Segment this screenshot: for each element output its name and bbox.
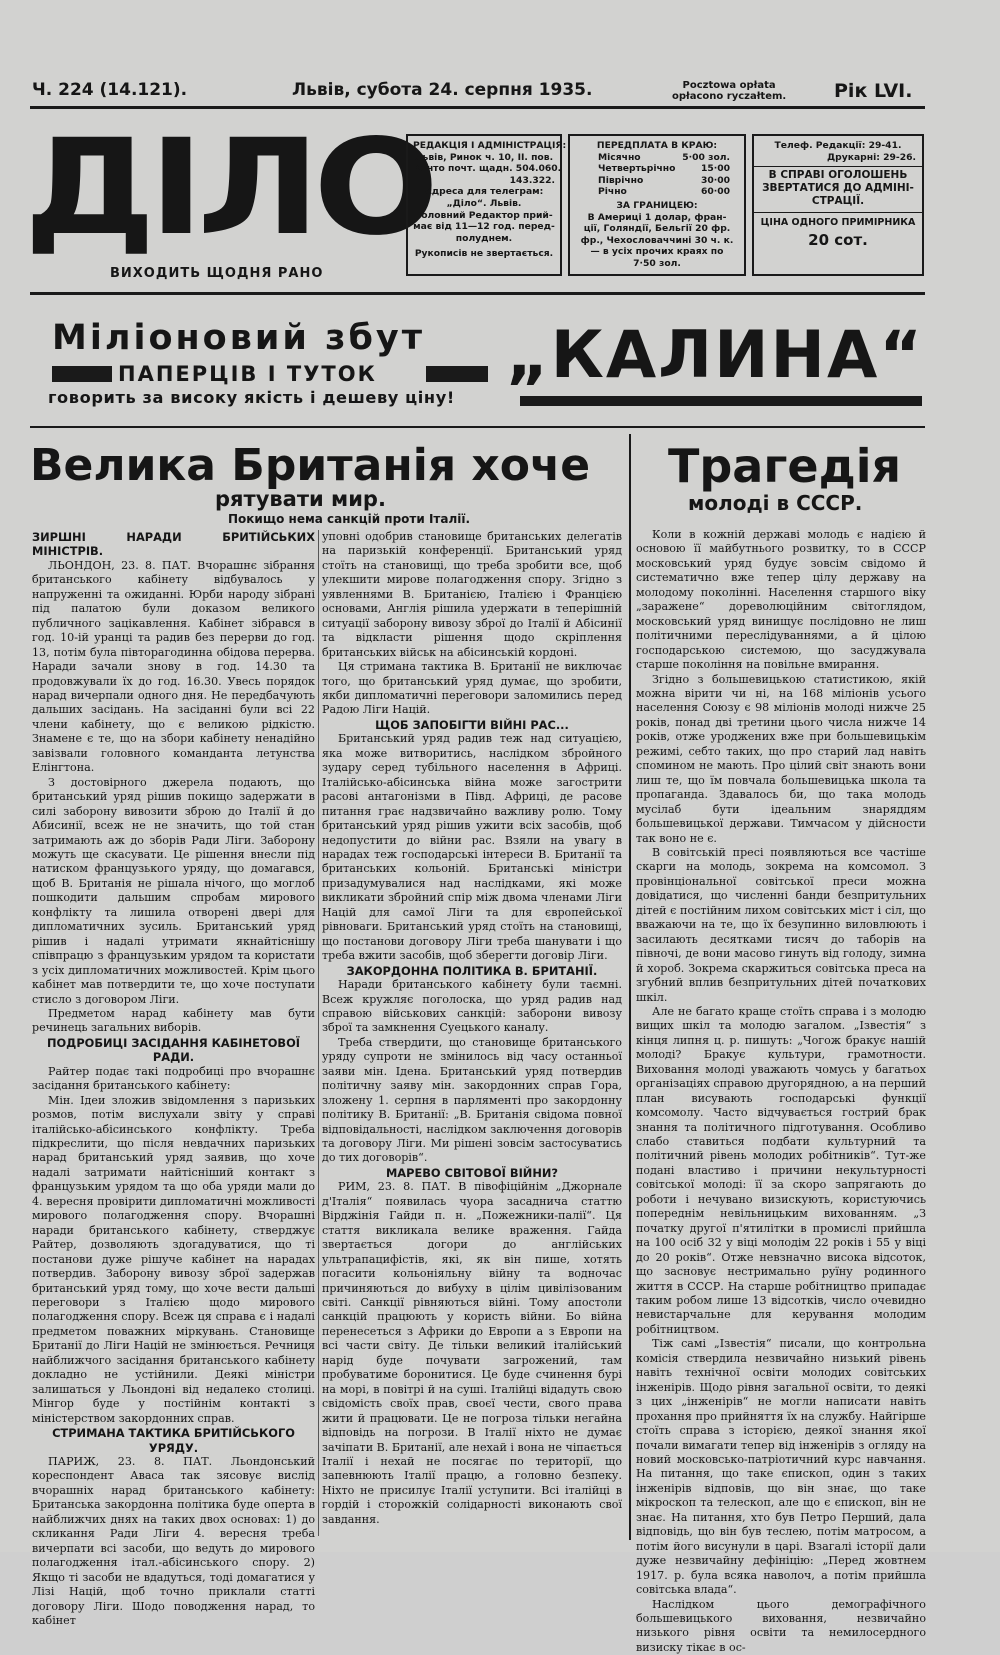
editorial-line: Львів, Ринок ч. 10, II. пов. [414, 151, 554, 163]
subscription-row: Місячно 5·00 зол. [598, 151, 730, 163]
advert-brand-underline [520, 396, 922, 406]
subscription-row: Піврічно 30·00 [598, 174, 730, 186]
postage-line-1: Pocztowa opłata [682, 80, 776, 91]
paragraph: З достовірного джерела подають, що британський уряд рішив покищо задержати в силі заборону вивозити зброю до Італії й до Абисинії, всеж не не значить, що той стан затримають аж до зборів Ради Ліги. Заборону можуть ще скасувати. Це рішення внесли під натиском французького уряду, що домагався, щоб В. Британія не рішала нічого, що моглоб пошкодити дальшим спробам мирового конфлікту та лишила отворені двері для дипломатичних зусиль. Британський уряд рішив і надалі утримати якнайтіснішу співпрацю з французьким урядом та користати з усіх дипломатичних можливостей. Крім цього кабінет мав потвердити те, що хоче поступати стисло з договором Ліги. [32, 775, 315, 1006]
subscription-box [568, 134, 746, 276]
editorial-line: Конто почт. щадн. 504.060. [413, 163, 562, 175]
price-label: ЦІНА ОДНОГО ПРИМІРНИКА [760, 217, 916, 229]
newspaper-subtitle: ВИХОДИТЬ ЩОДНЯ РАНО [110, 266, 324, 281]
advert-line-3: говорить за високу якість і дешеву ціну! [48, 388, 455, 407]
editorial-line: має від 11—12 год. перед- [413, 221, 555, 233]
section-heading: ЩОБ ЗАПОБІГТИ ВІЙНІ РАС... [375, 717, 569, 732]
subscription-row: Четвертьрічно 15·00 [598, 163, 730, 175]
paragraph: Предметом нарад кабінету мав бути речинець загальних виборів. [32, 1006, 315, 1035]
article2-subheadline: молоді в СССР. [688, 491, 863, 515]
editorial-box [406, 134, 567, 276]
editorial-line: Головний Редактор прий- [415, 209, 553, 221]
subscription-row: Річно 60·00 [598, 186, 730, 198]
abroad-title: ЗА ГРАНИЦЕЮ: [616, 199, 698, 211]
editorial-line: Адреса для телеграм: [424, 186, 544, 198]
advert-bottom-rule [30, 426, 925, 428]
postage-line-2: opłacono ryczałtem. [672, 91, 787, 102]
advert-line-2: ПАПЕРЦІВ І ТУТОК [118, 362, 377, 386]
article1-headline: Велика Британія хоче [30, 440, 591, 491]
paragraph: Коли в кожній державі молодь є надією й основою її майбутнього розвитку, то в СССР московський уряд будує зовсім свідомо й систематично вже тепер цілу державу на молодому поколінні. Населення старшого віку „заражене“ дореволюційним світоглядом, московський уряд винищує послідовно не лиш політичними переслідуваннями, а й цілою господарською системою, що засуджувала старше покоління на повільне вмирання. [636, 528, 926, 672]
article1-column-2 [322, 530, 622, 1540]
paragraph: Тіж самі „Ізвестія“ писали, що контрольна комісія ствердила незвичайно низький рівень навіть технічної освіти молодих совітських інженірів. Щодо рівня загальної освіти, то деякі з цих „інженірів“ не могли написати навіть прохання про прийняття їх на службу. Найгірше стоїть справа з історією, деякої знання якої почали вимагати тепер від інженірів з огляду на новий московсько-патріотичний курс навчання. На питання, що таке єпископ, один з таких інженірів відповів, що він знає, що таке мікроскоп та телескоп, але що є єпископ, він не знає. На питання, хто був Петро Перший, дала відповідь, що він був теслею, потім матросом, а потім його висунули в царі. Взагалі історії дали дуже незвичайну дефініцію: „Перед жовтнем 1917. р. була всяка наволоч, а потім прийшла совітська влада“. [636, 1337, 926, 1597]
editorial-line: 143.322. [509, 174, 555, 186]
editorial-line: полуднем. [455, 232, 513, 244]
section-heading: ЗИРШНІ НАРАДИ БРИТІЙСЬКИХ МІНІСТРІВ. [32, 530, 315, 559]
newspaper-title: ДІЛО [24, 111, 433, 265]
paragraph: Ця стримана тактика В. Британії не виключає того, що британський уряд думає, що зробити, якби дипломатичні переговори заломились перед Радою Ліги Націй. [322, 660, 622, 717]
paragraph: Наслідком цього демографічного большевицького виховання, незвичайно низького рівня освіти та немилосердного визиску тікає в ос- [636, 1597, 926, 1654]
editorial-line: „Діло“. Львів. [446, 197, 522, 209]
paragraph: Мін. Ідеи зложив звідомлення з паризьких розмов, потім вислухали звіту у справі італійсько-абісинського конфлікту. Треба підкреслити, що після невдачних паризьких нарад британський уряд заявив, що хоче надалі затримати найтісніший контакт з французьким урядом та що оба уряди мали до 4. вересня провірити дипломатичні можливості мирового полагодження спору. Вчорашні наради британського кабінету, стверджує Райтер, дозволяють здогадуватися, що ті постанови дуже рішуче кабінет на нарадах потвердив. Заборону вивозу зброї задержав британський уряд тому, що хоче вести дальші переговори з Італією щодо мирового полагодження спору. Всеж ця справа є і надалі предметом поважних міркувань. Становище Британії до Ліги Націй не змінюється. Речниця найближчого засідання британського кабінету докладно не устійнили. Деякі міністри залишаться у Льондоні від недалеко столиці. Мінгор буде у постійнім контакті з міністерством закордонних справ. [32, 1093, 315, 1425]
paragraph: ЛЬОНДОН, 23. 8. ПАТ. Вчорашнє зібрання британського кабінету відбувалось у напруженні та ожиданні. Юрби народу зібрані під палатою були доказом великого публичного зацікавлення. Кабінет зібрався в год. 10-ій уранці та радив без перерви до год. 13, потім була півторагодинна обідова перерва. Наради зачали знову в год. 14.30 та продовжували їх до год. 16.30. Увесь порядок нарад вичерпали одного дня. Не передбачують дальших засідань. На засіданні були всі 22 члени кабінету, що є великою рідкістю. Знамене є те, що на збори кабінету ненадійно завізвали головного команданта летунства Елінгтона. [32, 558, 315, 775]
section-heading: СТРИМАНА ТАКТИКА БРИТІЙСЬКОГО УРЯДУ. [52, 1426, 295, 1455]
section-heading: ПОДРОБИЦІ ЗАСІДАННЯ КАБІНЕТОВОЇ РАДИ. [46, 1035, 301, 1065]
abroad-line: — в усіх прочих краях по [590, 246, 724, 258]
price-value: 20 сот. [808, 230, 868, 249]
column-divider [318, 530, 319, 1536]
paragraph: РИМ, 23. 8. ПАТ. В півофіційнім „Джорнале д'Італія“ появилась чуора засаднича статтю Вірджінія Гайди п. н. „Пожежники-палії“. Ця стаття викликала велике враження. Гайда звертається догори до англійських ультрапацифістів, які, як він пише, хотять погасити кольоніяльну війну та водночас причиняються до вибуху в цілім цивілізованим світі. Санкції рівняються війні. Тому апостоли санкцій працюють у користь війни. Бо війна перенесеться з Африки до Европи а з Европи на всі части світу. Де тільки великий італійський нарід буде почувати загрожений, там пробуватиме боронитися. Це буде счинення бурі на морі, в повітрі й на суші. Італійці відадуть свою свідомість своїх прав, своєї чести, свого права жити й працювати. Це не погроза тільки негайна відповідь на погрози. В Італії ніхто не думає зачіпати В. Британії, але нехай і вона не чіпається Італії і нехай не посягає по території, що запевнюють Італії працю, а головно безпеку. Ніхто не присилує Італії уступити. Всі італійці в гордій і сторожкій солідарності виконають свої завдання. [322, 1180, 622, 1526]
paragraph: уповні одобрив становище британських делегатів на паризькій конференції. Британський уряд стоїть на становищі, що треба зробити все, щоб улекшити мирове полагодження спору. Згідно з уявленнями В. Британією, Італією і Францією основами, Англія рішила удержати в теперішній ситуації заборону вивозу зброї до Італії й Абісинії та відкласти рішення щодо скріплення британських військ на абісинській кордоні. [322, 530, 622, 659]
editorial-line: РЕДАКЦІЯ І АДМІНІСТРАЦІЯ: [413, 140, 567, 151]
ads-note-line: СТРАЦІЇ. [811, 195, 865, 208]
article1-column-1 [32, 530, 315, 1627]
abroad-line: 7·50 зол. [633, 257, 681, 269]
ads-note-line: ЗВЕРТАТИСЯ ДО АДМІНІ- [762, 182, 914, 195]
paragraph: Треба ствердити, що становище британського уряду супроти не змінилось від часу останньої заяви мін. Ідена. Британський уряд потвердив політичну заяву мін. закордонних справ Гора, зложену 1. серпня в парляменті про закордонну політику В. Британії: „В. Британія свідома повної відповідальності, наслідком заключення договорів та договору Ліги. Ми рішені зовсім застосуватись до тих договорів“. [322, 1035, 622, 1165]
contact-box [752, 134, 924, 276]
advert-bar-right [426, 366, 488, 382]
masthead-bottom-rule [30, 292, 925, 295]
article1-deck: Покищо нема санкцій проти Італії. [228, 512, 471, 526]
paragraph: Британський уряд радив теж над ситуацією, яка може витворитись, наслідком збройного зудару серед тубільного населення в Африці. Італійсько-абісинська війна може загострити расові антагонізми в Півд. Африці, де расове питання грає надзвичайно важливу ролю. Тому британський уряд рішив ужити всіх засобів, щоб недопустити до війни рас. Взяли на увагу в нарадах теж господарські інтереси В. Британії та британських кольоній. Британські міністри призадумувалися над наслідками, які може викликати збройний спір між двома членами Ліги Націй для самої Ліги та для європейської рівноваги. Британський уряд стоїть на становищі, що постанови договору Ліги треба шанувати і що треба вжити засобів, щоб зберегти договір Ліги. [322, 732, 622, 963]
paragraph: ПАРИЖ, 23. 8. ПАТ. Льондонський кореспондент Аваса так зясовує вислід вчорашніх нарад британського кабінету: Британська закордонна політика буде оперта в найближчих днях на таких двох основах: 1) до скликання Ради Ліги 4. вересня треба вичерпати всі засоби, що ведуть до мирового полагодження італ.-абісинського спору. 2) Якщо ті засоби не вдадуться, тоді домагатися у Лізі Націй, щоб точно приклали статті договору Ліги. Шодо поводження нарад, то кабінет [32, 1455, 315, 1627]
year-volume: Рік LVI. [834, 80, 913, 102]
column-divider [629, 434, 631, 1540]
section-heading: ЗАКОРДОННА ПОЛІТИКА В. БРИТАНІЇ. [346, 963, 598, 978]
advert-line-1: Міліоновий збут [52, 318, 425, 358]
paragraph: В совітській пресі появляються все частіше скарги на молодь, зокрема на комсомол. З провінціональної совітської преси можна довідатися, що численні банди безпритульних дітей є постійним лихом совітських міст і сіл, що вважаючи на те, що їх безупинно виловлюють і засилають десятками тисяч до таборів на півночі, де вони масово гинуть від голоду, зимна й хороб. Зокрема скаржиться совітська преса на згубний вплив безпритульних дітей початкових шкіл. [636, 845, 926, 1004]
subscription-title: ПЕРЕДПЛАТА В КРАЮ: [596, 140, 718, 151]
phone-printing: Друкарні: 29-26. [826, 151, 916, 163]
article2-headline: Трагедія [668, 439, 902, 493]
abroad-line: ції, Голяндії, Бельгії 20 фр. [583, 223, 731, 235]
paragraph: Але не багато краще стоїть справа і з молодю вищих шкіл та молодю загалом. „Ізвестія“ з кінця липня ц. р. пишуть: „Чогож бракує нашій молоді? Бракує культури, грамотности. Виховання молоді уважають чомусь у багатьох організаціях справою другорядною, а на перший план висувають господарські функції комсомолу. Часто відчувається гострий брак знання та політичного підготування. Особливо слабо ставиться подбати культурний та політичний рівень молодих робітників“. Тут-же подані властиво і причини некультурності совітської молоді: її за скоро запрягають до роботи і нечувано визискують, користуючись попереднім невільницьким вихованням. „З початку другої п'ятилітки в промислі прийшла на 100 осіб 32 у віці молодім 22 років і 55 у віці до 20 років“. Отже невзначно висока відсоток, що засновує нестримально руїну родинного життя в СССР. На старше робітництво припадає таким робом лише 13 відсотків, число очевидно невистарчальне для керування молодим робітництвом. [636, 1004, 926, 1336]
top-rule [30, 106, 925, 109]
ads-note-line: В СПРАВІ ОГОЛОШЕНЬ [768, 169, 908, 182]
editorial-line: Рукописів не звертається. [414, 248, 554, 260]
advert-bar-left [52, 366, 112, 382]
abroad-line: фр., Чехословаччині 30 ч. к. [580, 234, 734, 246]
paragraph: Наради британського кабінету були таємні. Всеж кружляє поголоска, що уряд радив над справою військових санкцій: заборони вивозу зброї та замкнення Суецького каналу. [322, 978, 622, 1035]
abroad-line: В Америці 1 долар, фран- [587, 211, 727, 223]
phone-editorial: Телеф. Редакції: 29-41. [774, 140, 902, 151]
article1-subheadline: рятувати мир. [215, 487, 386, 511]
dateline: Львів, субота 24. серпня 1935. [292, 80, 593, 100]
section-heading: МАРЕВО СВІТОВОЇ ВІЙНИ? [385, 1165, 559, 1180]
postage-note [672, 80, 786, 102]
issue-number: Ч. 224 (14.121). [32, 80, 188, 100]
article2-column [636, 528, 926, 1654]
paragraph: Райтер подає такі подробиці про вчорашнє засідання британського кабінету: [32, 1064, 315, 1093]
advert-brand: „КАЛИНА“ [506, 318, 924, 393]
paragraph: Згідно з большевицькою статистикою, якій можна вірити чи ні, на 168 міліонів усього населення Союзу є 98 міліонів молоді нижче 25 років, понад дві третини цього числа нижче 14 років, отже уроджених вже при большевицькім режимі, себто таких, що про старий лад навіть спомином не мають. Про цілий світ знають вони лиш те, що їм повчала большевицька школа та пропаганда. Здавалось би, що така молодь мусілаб бути ідеальним знаряддям большевицької держави. Тимчасом у дійсности так воно не є. [636, 672, 926, 845]
